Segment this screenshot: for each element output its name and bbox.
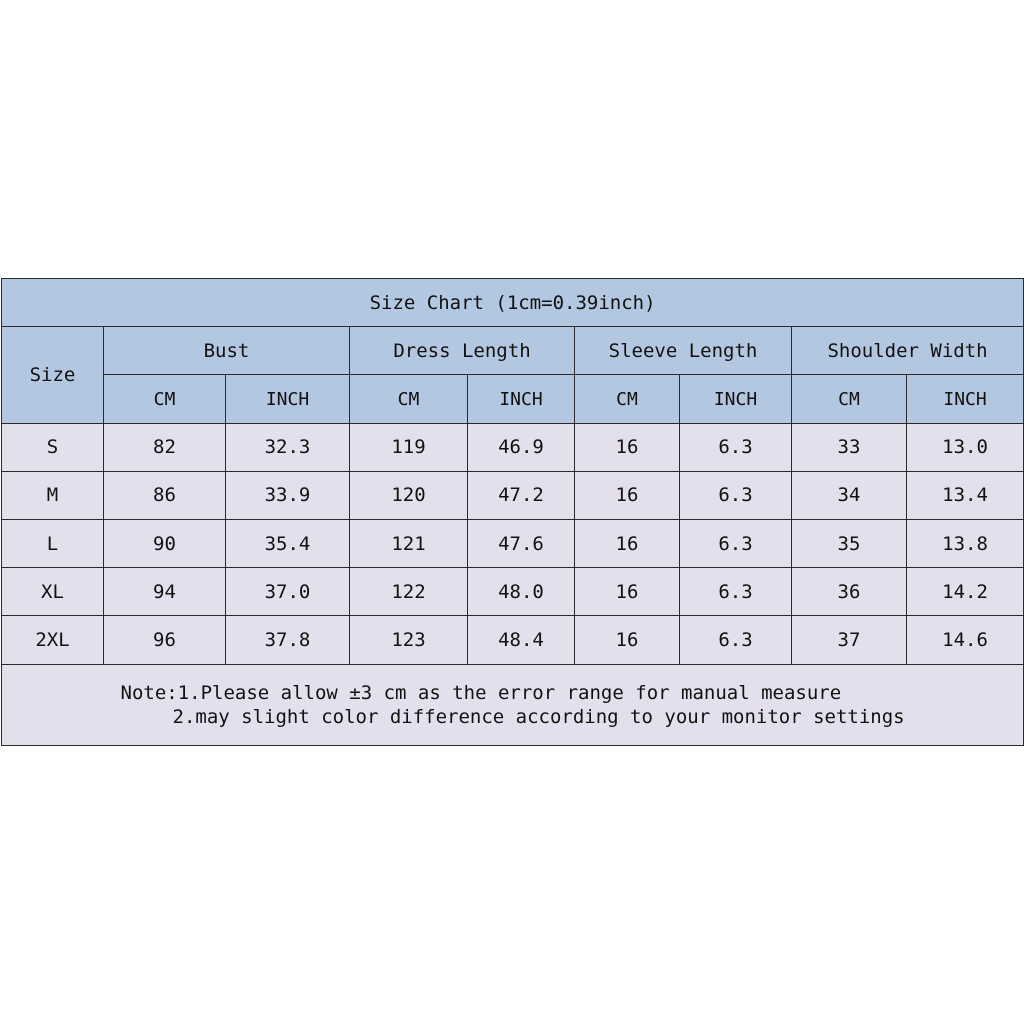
measure-cell: 36: [792, 568, 907, 616]
size-cell: M: [2, 471, 104, 519]
measure-cell: 6.3: [680, 520, 792, 568]
measure-cell: 16: [575, 423, 680, 471]
size-cell: XL: [2, 568, 104, 616]
table-row: [2, 423, 1024, 471]
measure-cell: 35.4: [226, 520, 350, 568]
measure-cell: 94: [104, 568, 226, 616]
unit-header: INCH: [468, 375, 575, 423]
unit-header: INCH: [680, 375, 792, 423]
measure-cell: 6.3: [680, 423, 792, 471]
group-header-dress-length: Dress Length: [350, 327, 575, 375]
measure-cell: 16: [575, 471, 680, 519]
measure-cell: 122: [350, 568, 468, 616]
measure-cell: 119: [350, 423, 468, 471]
measure-cell: 120: [350, 471, 468, 519]
group-header-sleeve-length: Sleeve Length: [575, 327, 792, 375]
size-column-header: Size: [2, 327, 104, 423]
measure-cell: 16: [575, 520, 680, 568]
measure-cell: 6.3: [680, 616, 792, 664]
measure-cell: 13.8: [907, 520, 1024, 568]
note-line-1: Note:1.Please allow ±3 cm as the error range for manual measure: [120, 681, 842, 704]
chart-title: Size Chart (1cm=0.39inch): [2, 279, 1024, 327]
size-cell: L: [2, 520, 104, 568]
unit-header: CM: [104, 375, 226, 423]
measure-cell: 16: [575, 616, 680, 664]
size-cell: 2XL: [2, 616, 104, 664]
unit-header: INCH: [226, 375, 350, 423]
measure-cell: 13.4: [907, 471, 1024, 519]
table-row: [2, 568, 1024, 616]
unit-header: CM: [350, 375, 468, 423]
note-cell: [2, 664, 1024, 745]
measure-cell: 37.0: [226, 568, 350, 616]
measure-cell: 6.3: [680, 568, 792, 616]
measure-cell: 13.0: [907, 423, 1024, 471]
measure-cell: 37: [792, 616, 907, 664]
unit-header: CM: [575, 375, 680, 423]
measure-cell: 34: [792, 471, 907, 519]
measure-cell: 32.3: [226, 423, 350, 471]
measure-cell: 33.9: [226, 471, 350, 519]
group-header-shoulder-width: Shoulder Width: [792, 327, 1024, 375]
note-line-2: 2.may slight color difference according to your monitor settings: [172, 705, 905, 728]
measure-cell: 121: [350, 520, 468, 568]
measure-cell: 47.2: [468, 471, 575, 519]
size-cell: S: [2, 423, 104, 471]
unit-header: CM: [792, 375, 907, 423]
measure-cell: 35: [792, 520, 907, 568]
measure-cell: 33: [792, 423, 907, 471]
measure-cell: 14.6: [907, 616, 1024, 664]
measure-cell: 14.2: [907, 568, 1024, 616]
measure-cell: 86: [104, 471, 226, 519]
size-chart-table: [1, 278, 1024, 746]
measure-cell: 48.0: [468, 568, 575, 616]
measure-cell: 16: [575, 568, 680, 616]
group-header-bust: Bust: [104, 327, 350, 375]
table-row: [2, 520, 1024, 568]
measure-cell: 90: [104, 520, 226, 568]
unit-header: INCH: [907, 375, 1024, 423]
measure-cell: 47.6: [468, 520, 575, 568]
measure-cell: 48.4: [468, 616, 575, 664]
measure-cell: 37.8: [226, 616, 350, 664]
table-row: [2, 471, 1024, 519]
measure-cell: 96: [104, 616, 226, 664]
measure-cell: 123: [350, 616, 468, 664]
measure-cell: 82: [104, 423, 226, 471]
measure-cell: 6.3: [680, 471, 792, 519]
measure-cell: 46.9: [468, 423, 575, 471]
table-row: [2, 616, 1024, 664]
